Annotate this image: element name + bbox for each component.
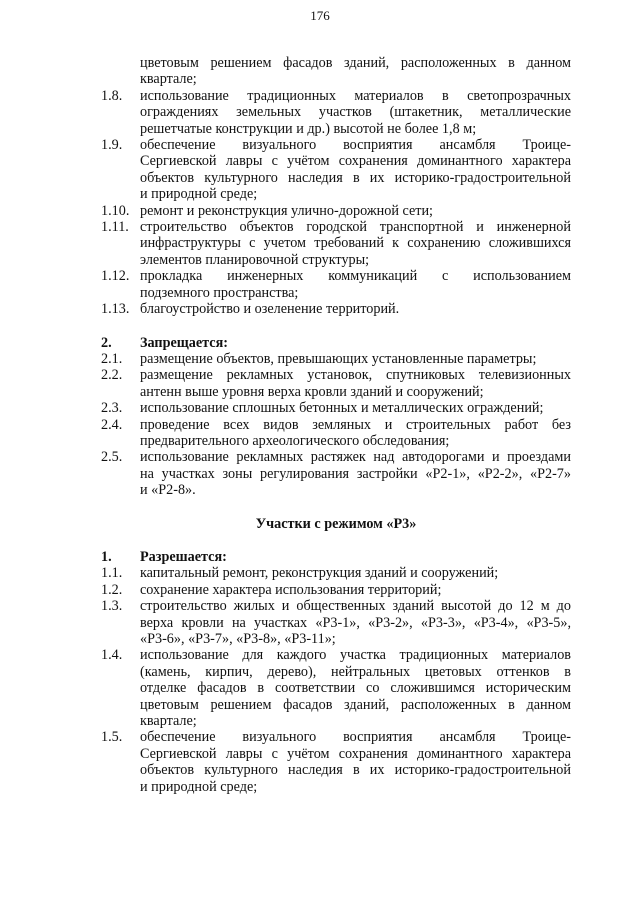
list-item — [101, 351, 571, 367]
list-item — [101, 400, 571, 416]
text-line — [101, 582, 571, 598]
spacer — [101, 318, 571, 335]
section-title: Запрещается: — [140, 334, 228, 351]
line-text: проведение всех видов земляных и строительных работ без — [140, 416, 571, 433]
line-text: использование рекламных растяжек над автодорогами и проездами — [140, 449, 571, 466]
text-line — [101, 71, 571, 87]
list-item — [101, 203, 571, 219]
text-line — [101, 367, 571, 383]
item-number: 2.4. — [101, 416, 123, 433]
line-text: (камень, кирпич, дерево), нейтральных цветовых оттенков в — [140, 663, 571, 680]
text-line — [101, 219, 571, 235]
line-text: обеспечение визуального восприятия ансамбля Троице- — [140, 137, 571, 154]
item-number: 1.1. — [101, 565, 123, 582]
list-item — [101, 729, 571, 795]
line-text: Сергиевской лавры с учётом сохранения доминантного характера — [140, 745, 571, 762]
item-number: 2.1. — [101, 350, 123, 367]
section-heading — [101, 549, 571, 565]
text-line — [101, 647, 571, 663]
line-text: элементов планировочной структуры; — [140, 251, 370, 268]
line-text: инфраструктуры с учетом требований к сохранению сложившихся — [140, 235, 571, 252]
text-line — [101, 565, 571, 581]
line-text: квартале; — [140, 713, 197, 730]
text-line — [101, 235, 571, 251]
line-text: цветовым решением фасадов зданий, расположенных в данном — [140, 696, 571, 713]
line-text: цветовым решением фасадов зданий, расположенных в данном — [140, 55, 571, 71]
line-text: ограждениях земельных участков (штакетник, металлические — [140, 104, 571, 121]
line-text: и природной среде; — [140, 186, 258, 203]
line-text: размещение рекламных установок, спутниковых телевизионных — [140, 367, 571, 384]
spacer — [101, 532, 571, 549]
list-item — [101, 137, 571, 203]
text-line — [101, 153, 571, 169]
text-line — [101, 170, 571, 186]
text-line — [101, 285, 571, 301]
zone-heading: Участки с режимом «Р3» — [255, 515, 417, 532]
text-line — [101, 384, 571, 400]
item-number: 1.2. — [101, 581, 123, 598]
line-text: использование традиционных материалов в светопрозрачных — [140, 87, 571, 104]
section-number: 1. — [101, 548, 112, 565]
line-text: и природной среде; — [140, 778, 258, 795]
line-text: объектов культурного наследия в их историко-градостроительной — [140, 762, 571, 779]
list-item — [101, 417, 571, 450]
item-number: 1.10. — [101, 202, 130, 219]
line-text: на участках зоны регулирования застройки «Р2-1», «Р2-2», «Р2-7» — [140, 465, 571, 482]
line-text: антенн выше уровня верха кровли зданий и сооружений; — [140, 383, 484, 400]
item-number: 2.2. — [101, 367, 123, 384]
item-number: 1.8. — [101, 87, 123, 104]
text-line — [101, 762, 571, 778]
text-line — [101, 466, 571, 482]
line-text: капитальный ремонт, реконструкция зданий и сооружений; — [140, 565, 499, 582]
list-item — [101, 301, 571, 317]
item-number: 1.3. — [101, 598, 123, 615]
line-text: объектов культурного наследия в их историко-градостроительной — [140, 169, 571, 186]
text-line — [101, 301, 571, 317]
line-text: верха кровли на участках «Р3-1», «Р3-2», «Р3-3», «Р3-4», «Р3-5», — [140, 614, 571, 631]
line-text: использование сплошных бетонных и металлических ограждений; — [140, 400, 544, 417]
list-item — [101, 219, 571, 268]
text-line — [101, 137, 571, 153]
line-text: ремонт и реконструкция улично-дорожной сети; — [140, 202, 433, 219]
text-line — [101, 729, 571, 745]
text-line — [101, 55, 571, 71]
list-item — [101, 598, 571, 647]
text-line — [101, 203, 571, 219]
document-body — [101, 55, 571, 795]
list-item — [101, 582, 571, 598]
line-text: подземного пространства; — [140, 284, 299, 301]
line-text: квартале; — [140, 71, 197, 88]
text-line — [101, 631, 571, 647]
item-number: 1.9. — [101, 137, 123, 154]
text-line — [101, 433, 571, 449]
line-text: размещение объектов, превышающих установленные параметры; — [140, 350, 537, 367]
line-text: строительство объектов городской транспортной и инженерной — [140, 219, 571, 236]
line-text: сохранение характера использования территорий; — [140, 581, 442, 598]
text-line — [101, 598, 571, 614]
section-number: 2. — [101, 334, 112, 351]
list-item — [101, 268, 571, 301]
line-text: предварительного археологического обследования; — [140, 432, 450, 449]
text-line — [101, 252, 571, 268]
text-line — [101, 697, 571, 713]
page-number: 176 — [310, 8, 330, 23]
text-line — [101, 664, 571, 680]
text-line — [101, 104, 571, 120]
line-text: решетчатые конструкции и др.) высотой не более 1,8 м; — [140, 120, 477, 137]
section-heading — [101, 335, 571, 351]
line-text: «Р3-6», «Р3-7», «Р3-8», «Р3-11»; — [140, 631, 336, 647]
text-line — [101, 417, 571, 433]
item-number: 2.5. — [101, 449, 123, 466]
text-line — [101, 268, 571, 284]
text-line — [101, 186, 571, 202]
text-line — [101, 680, 571, 696]
item-number: 2.3. — [101, 400, 123, 417]
text-line — [101, 615, 571, 631]
text-line — [101, 88, 571, 104]
text-line — [101, 351, 571, 367]
list-item — [101, 449, 571, 498]
item-number: 1.5. — [101, 729, 123, 746]
line-text: отделке фасадов в соответствии со сложившимся историческим — [140, 680, 571, 697]
line-text: строительство жилых и общественных зданий высотой до 12 м до — [140, 598, 571, 615]
list-item — [101, 647, 571, 729]
line-text: использование для каждого участка традиционных материалов — [140, 647, 571, 664]
spacer — [101, 499, 571, 516]
line-text: прокладка инженерных коммуникаций с использованием — [140, 268, 571, 285]
text-line — [101, 482, 571, 498]
item-number: 1.11. — [101, 219, 129, 236]
line-text: и «Р2-8». — [140, 482, 196, 499]
item-number: 1.13. — [101, 301, 130, 318]
line-text: благоустройство и озеленение территорий. — [140, 301, 400, 318]
list-item — [101, 367, 571, 400]
text-line — [101, 779, 571, 795]
line-text: Сергиевской лавры с учётом сохранения доминантного характера — [140, 153, 571, 170]
list-item — [101, 565, 571, 581]
text-line — [101, 121, 571, 137]
section-title: Разрешается: — [140, 548, 227, 565]
line-text: обеспечение визуального восприятия ансамбля Троице- — [140, 729, 571, 746]
item-number: 1.12. — [101, 268, 130, 285]
item-number: 1.4. — [101, 647, 123, 664]
text-line — [101, 713, 571, 729]
text-line — [101, 746, 571, 762]
list-item — [101, 88, 571, 137]
text-line — [101, 449, 571, 465]
text-line — [101, 400, 571, 416]
